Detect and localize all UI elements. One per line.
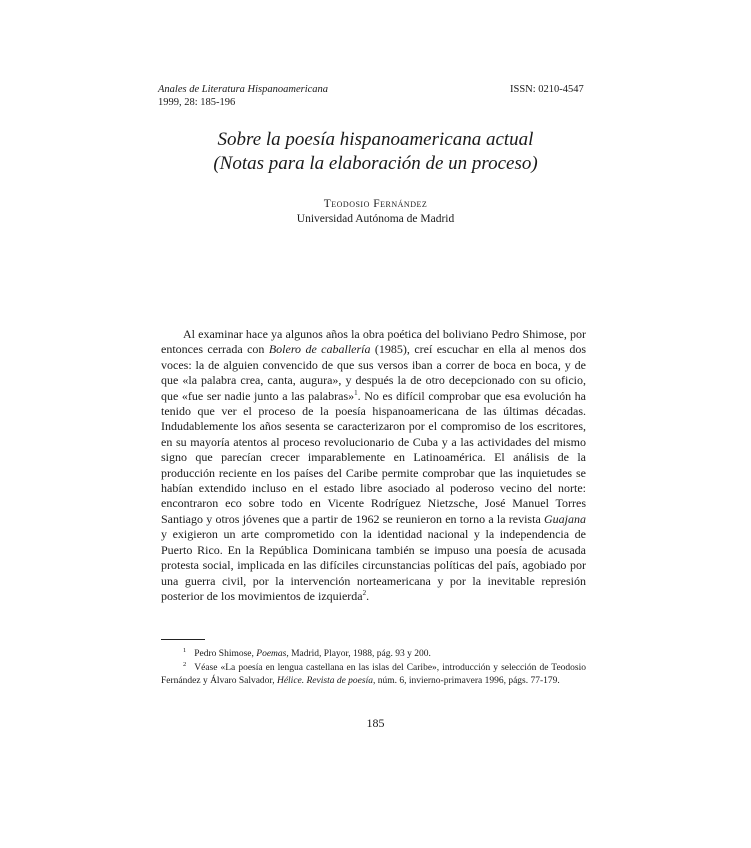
footnote-1-text-b: , Madrid, Playor, 1988, pág. 93 y 200. bbox=[286, 649, 431, 659]
issn: ISSN: 0210-4547 bbox=[510, 84, 584, 95]
footnote-1-text-a: Pedro Shimose, bbox=[194, 649, 257, 659]
footnote-2-number: 2 bbox=[183, 660, 187, 668]
footnote-2-text-b: , núm. 6, invierno-primavera 1996, págs. 77-179. bbox=[373, 676, 560, 686]
page-number: 185 bbox=[366, 716, 385, 730]
body-text-e: . bbox=[366, 588, 370, 603]
journal-title: Anales de Literatura Hispanoamericana bbox=[158, 84, 329, 95]
author-affiliation: Universidad Autónoma de Madrid bbox=[296, 213, 455, 225]
author-name: Teodosio Fernández bbox=[323, 198, 428, 210]
footnote-2-text-a: Véase «La poesía en lengua castellana en las islas del Caribe», introducción y selección de Teodosio Fernández y Álvaro Salvador, bbox=[161, 663, 586, 686]
footnote-1-number: 1 bbox=[183, 646, 187, 654]
footnote-2-italic: Hélice. Revista de poesía bbox=[276, 676, 373, 686]
footnote-ref-2[interactable]: 2 bbox=[362, 588, 367, 597]
footnote-1-italic: Poemas bbox=[256, 649, 287, 659]
journal-issue: 1999, 28: 185-196 bbox=[158, 97, 236, 108]
body-text-b: (1985), creí escuchar en ella al menos dos voces: la de alguien convencido de que sus versos iban a correr de boca en boca, y de que «la palabra crea, canta, augura», y después la de otro decepcionado con su oficio, que «fue ser nadie junto a las palabras» bbox=[161, 342, 586, 403]
footnote-divider bbox=[161, 639, 205, 640]
footnote-2 bbox=[161, 662, 586, 688]
article-title-line1: Sobre la poesía hispanoamericana actual bbox=[217, 129, 534, 150]
body-text-c: . No es difícil comprobar que esa evolución ha tenido que ver el proceso de la poesía hispanoamericana de las últimas décadas. Indudablemente los años sesenta se caracterizaron por el compromiso de los escritores, en su mayoría atentos al proceso revolucionario de Cuba y a las actividades del mismo signo que parecían crecer imparablemente en Latinoamérica. El análisis de la producción reciente en los países del Caribe permite comprobar que las inquietudes se habían extendido incluso en el estado libre asociado al poderoso vecino del norte: encontraron eco sobre todo en Vicente Rodríguez Nietzsche, José Manuel Torres Santiago y otros jóvenes que a partir de 1962 se reunieron en torno a la revista bbox=[161, 388, 587, 526]
body-paragraph bbox=[161, 327, 586, 604]
body-text-d: y exigieron un arte comprometido con la identidad nacional y la independencia de Puerto Rico. En la República Dominicana también se impuso una poesía de acusada protesta social, implicada en las difíciles circunstancias políticas del país, agobiado por una guerra civil, por la intervención norteamericana y por la inevitable represión posterior de los movimientos de izquierda bbox=[161, 527, 586, 603]
footnote-ref-1[interactable]: 1 bbox=[354, 388, 358, 397]
body-italic-journal: Guajana bbox=[544, 511, 586, 526]
article-title-line2: (Notas para la elaboración de un proceso) bbox=[213, 153, 538, 174]
body-italic-title: Bolero de caballería bbox=[268, 342, 371, 357]
body-text-a: Al examinar hace ya algunos años la obra poética del boliviano Pedro Shimose, por entonces cerrada con bbox=[161, 327, 586, 357]
footnote-1 bbox=[161, 648, 586, 661]
